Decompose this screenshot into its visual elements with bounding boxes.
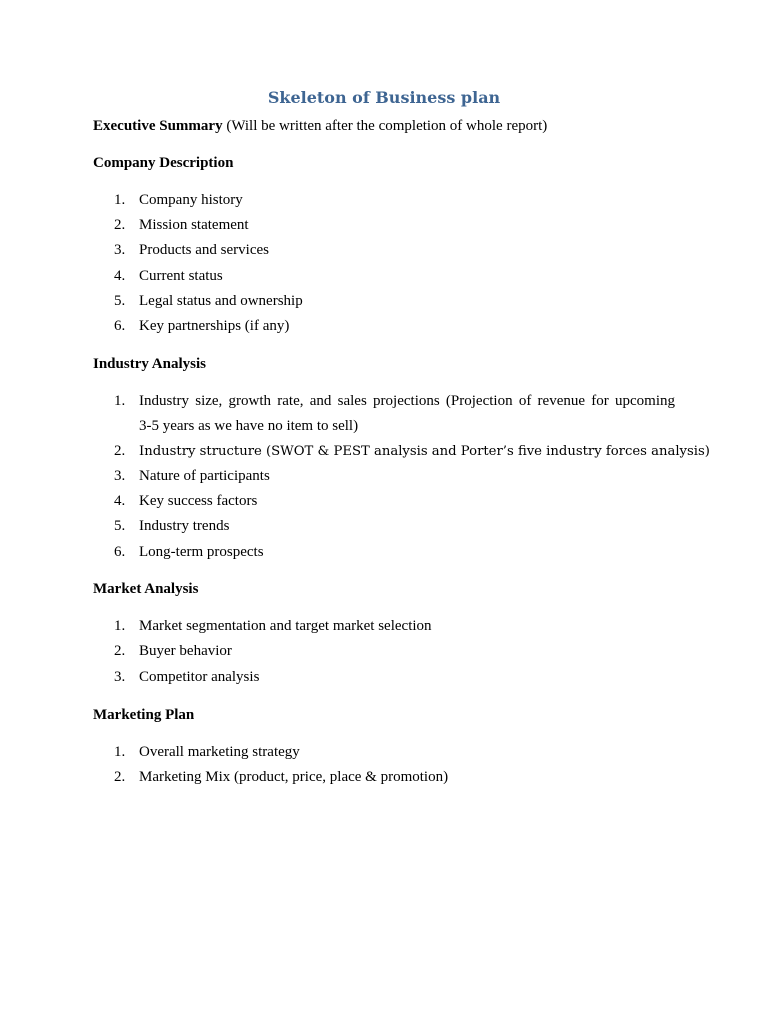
list-text: Competitor analysis (139, 669, 260, 685)
executive-summary (93, 116, 547, 136)
list-item (114, 742, 300, 762)
list-number: 2. (114, 443, 126, 459)
list-item (114, 441, 710, 462)
list-text: Industry trends (139, 518, 230, 534)
list-item (114, 491, 257, 511)
list-text: Company history (139, 192, 243, 208)
list-number: 6. (114, 318, 126, 334)
list-item (114, 466, 270, 486)
list-number: 2. (114, 643, 126, 659)
section-heading-company-description: Company Description (93, 155, 234, 171)
list-item (114, 291, 303, 311)
list-text: Legal status and ownership (139, 293, 303, 309)
section-heading-marketing-plan: Marketing Plan (93, 707, 195, 723)
list-number: 5. (114, 518, 126, 534)
list-number: 1. (114, 393, 126, 409)
list-text: Buyer behavior (139, 643, 232, 659)
list-item (114, 641, 232, 661)
list-text: Current status (139, 268, 223, 284)
list-text: Overall marketing strategy (139, 744, 300, 760)
section-heading-industry-analysis: Industry Analysis (93, 356, 206, 372)
list-number: 3. (114, 242, 126, 258)
list-item (114, 542, 264, 562)
list-item (114, 190, 243, 210)
list-number: 4. (114, 268, 126, 284)
list-item (114, 516, 229, 536)
list-number: 1. (114, 618, 126, 634)
list-number: 3. (114, 468, 126, 484)
executive-summary-note: (Will be written after the completion of whole report) (222, 118, 548, 134)
list-text: Industry size, growth rate, and sales projections (Projection of revenue for upcoming (139, 393, 675, 409)
list-number: 6. (114, 544, 126, 560)
list-number: 2. (114, 217, 126, 233)
list-item (114, 667, 259, 687)
list-number: 4. (114, 493, 126, 509)
list-text-continuation: 3-5 years as we have no item to sell) (139, 418, 359, 434)
list-item (114, 215, 249, 235)
list-item (114, 767, 448, 787)
section-heading-market-analysis: Market Analysis (93, 581, 199, 597)
list-text: Nature of participants (139, 468, 270, 484)
list-text: Key success factors (139, 493, 258, 509)
document-title: Skeleton of Business plan (267, 88, 501, 107)
list-number: 5. (114, 293, 126, 309)
list-text: Marketing Mix (product, price, place & promotion) (139, 769, 449, 785)
list-item (114, 391, 675, 411)
list-number: 2. (114, 769, 126, 785)
list-text: Key partnerships (if any) (139, 318, 290, 334)
list-item (114, 266, 223, 286)
list-item (114, 240, 269, 260)
list-text: Market segmentation and target market selection (139, 618, 432, 634)
list-number: 3. (114, 669, 126, 685)
list-number: 1. (114, 744, 126, 760)
list-number: 1. (114, 192, 126, 208)
list-item (114, 316, 289, 336)
list-item (114, 616, 432, 636)
list-text: Long-term prospects (139, 544, 264, 560)
list-text: Products and services (139, 242, 269, 258)
list-text: Mission statement (139, 217, 249, 233)
executive-summary-label: Executive Summary (93, 118, 223, 134)
list-text: Industry structure (SWOT & PEST analysis and Porter’s five industry forces analysis) (139, 444, 710, 459)
